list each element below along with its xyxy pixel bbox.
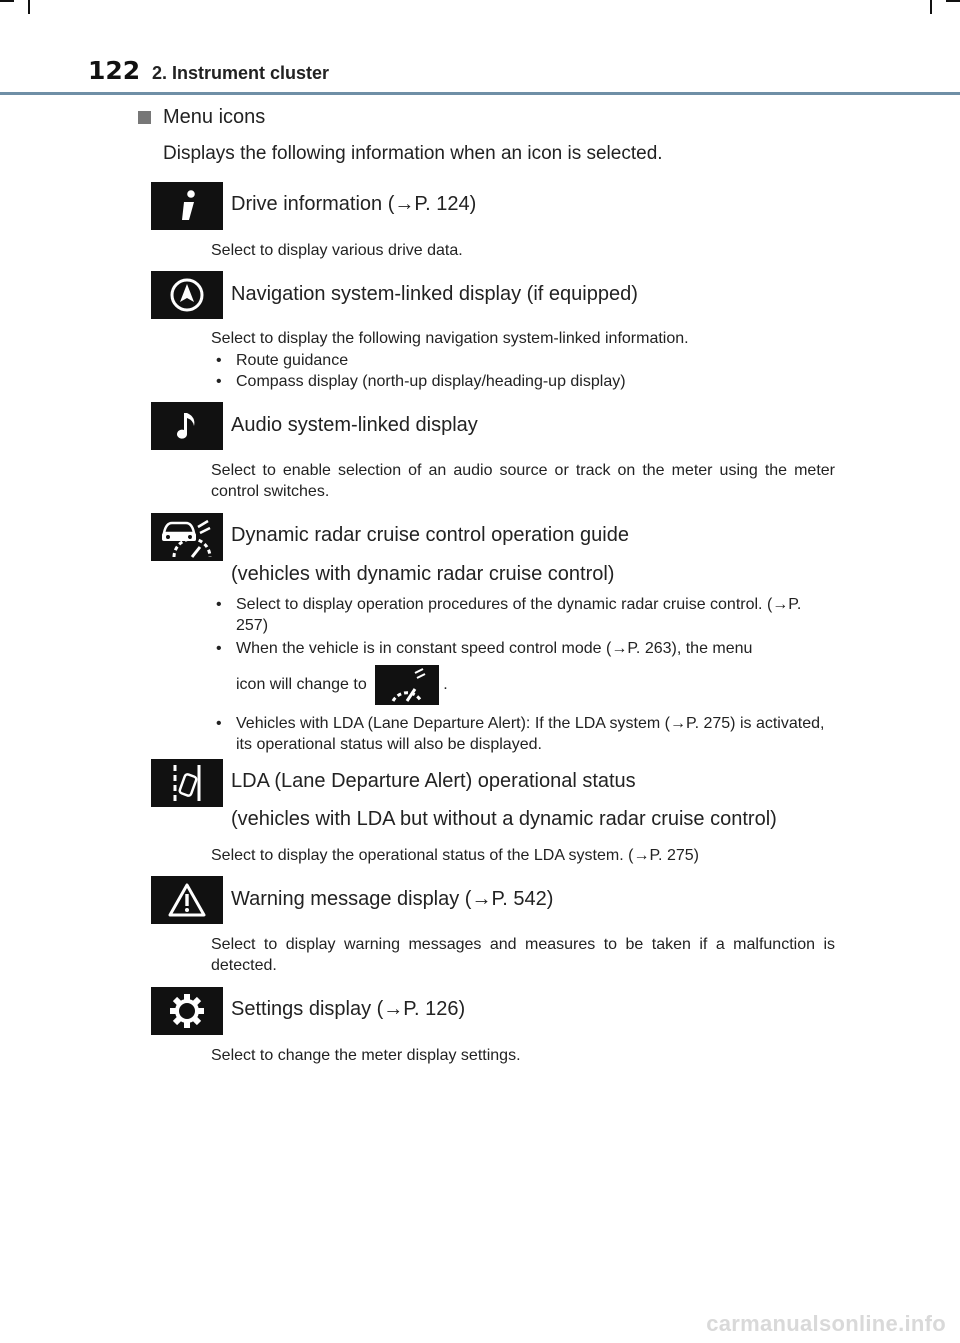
item-subtitle-radar-cruise: (vehicles with dynamic radar cruise control) [231,563,615,585]
lane-departure-icon [151,759,223,807]
list-item: • Route guidance [216,352,349,369]
item-title-warning: Warning message display (→P. 542) [231,888,554,910]
constant-speed-icon [375,665,439,705]
list-item: • Select to display operation procedures of the dynamic radar cruise control. (→P. 257) [216,596,802,634]
info-icon [151,182,223,230]
watermark: carmanualsonline.info [706,1311,946,1336]
crop-mark [930,0,932,14]
item-description-navigation: Select to display the following navigation system-linked information. [211,330,689,347]
section-intro: Displays the following information when an icon is selected. [163,143,663,164]
radar-cruise-icon [151,513,223,561]
item-description-drive-information: Select to display various drive data. [211,242,463,259]
crop-mark [0,0,14,2]
item-description-audio: Select to enable selection of an audio source or track on the meter using the meter control switches. [211,462,835,500]
navigation-bullet-list [216,350,836,392]
navigation-icon [151,271,223,319]
item-title-audio: Audio system-linked display [231,414,478,436]
crop-mark [28,0,30,14]
list-item: • Compass display (north-up display/heading-up display) [216,373,626,390]
item-subtitle-lda: (vehicles with LDA but without a dynamic radar cruise control) [231,808,777,830]
list-item: icon will change to . [216,665,836,705]
item-title-drive-information: Drive information (→P. 124) [231,193,477,215]
item-description-warning: Select to display warning messages and measures to be taken if a malfunction is detected. [211,936,835,974]
item-title-navigation: Navigation system-linked display (if equipped) [231,283,638,305]
radar-cruise-bullet-list [216,594,836,755]
list-item: • Vehicles with LDA (Lane Departure Alert): If the LDA system (→P. 275) is activated, its operational status will also be displayed. [216,715,825,753]
item-description-settings: Select to change the meter display settings. [211,1047,521,1064]
item-title-settings: Settings display (→P. 126) [231,998,466,1020]
item-description-lda: Select to display the operational status of the LDA system. (→P. 275) [211,847,699,864]
section-heading [138,106,265,129]
crop-mark [946,0,960,2]
header-rule [0,92,960,95]
list-item: • When the vehicle is in constant speed control mode (→P. 263), the menu [216,640,753,657]
page-header [88,56,329,92]
item-title-lda: LDA (Lane Departure Alert) operational status [231,770,636,792]
item-title-radar-cruise: Dynamic radar cruise control operation guide [231,524,629,546]
section-title: Menu icons [163,106,266,128]
music-note-icon [151,402,223,450]
square-bullet-icon [138,111,151,124]
warning-icon [151,876,223,924]
chapter-title: 2. Instrument cluster [152,63,330,83]
page-number: 122 [88,56,141,85]
gear-icon [151,987,223,1035]
